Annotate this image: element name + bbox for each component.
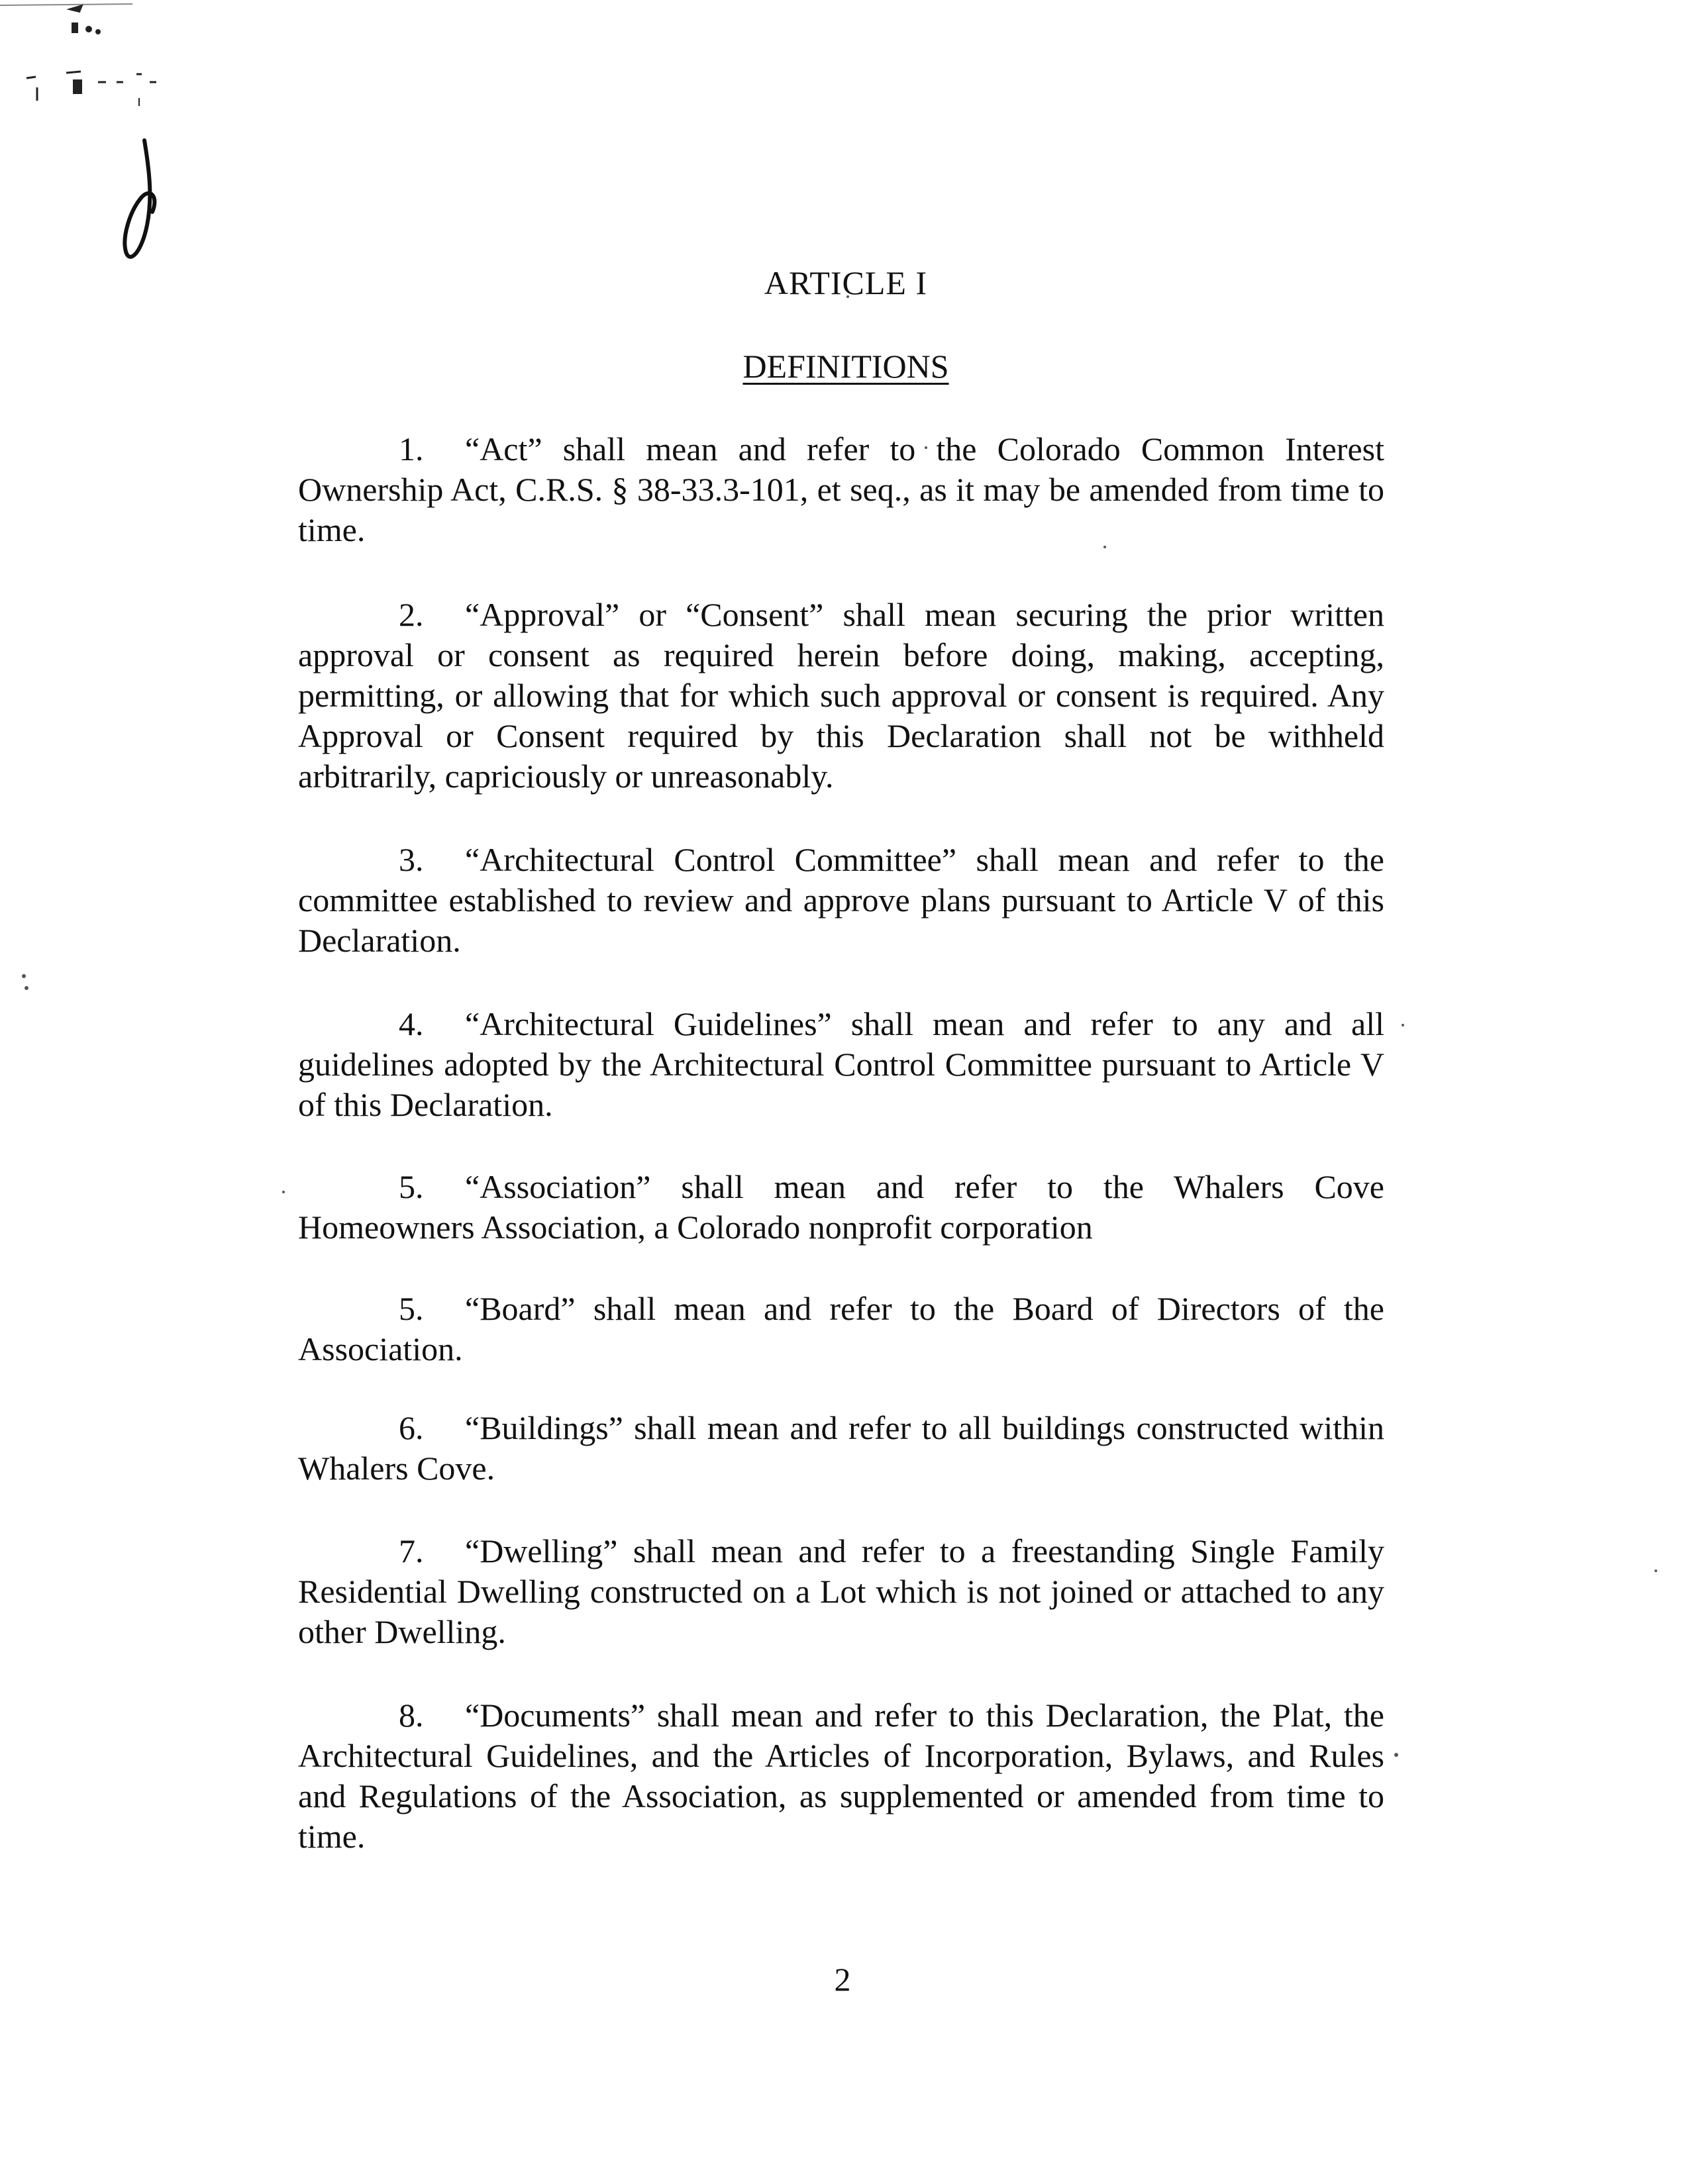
definition-item [298, 1408, 1384, 1489]
definition-item [298, 1167, 1384, 1248]
definition-text: “Dwelling” shall mean and refer to a freestanding Single Family Residential Dwelling constructed on a Lot which is not joined or attached to any other Dwelling. [298, 1532, 1384, 1650]
definition-item [298, 595, 1384, 797]
definition-number: 8. [399, 1697, 424, 1734]
definition-number: 6. [399, 1409, 424, 1446]
definition-text: “Architectural Control Committee” shall mean and refer to the committee established to review and approve plans pursuant to Article V of this Declaration. [298, 841, 1384, 959]
definition-text: “Architectural Guidelines” shall mean and refer to any and all guidelines adopted by the Architectural Control Committee pursuant to Article V of this Declaration. [298, 1005, 1384, 1123]
definition-item [298, 1289, 1384, 1369]
definition-text: “Documents” shall mean and refer to this Declaration, the Plat, the Architectural Guidelines, and the Articles of Incorporation, Bylaws, and Rules and Regulations of the Association, as supplemented or amended from time to time. [298, 1697, 1384, 1855]
definition-item [298, 1695, 1384, 1857]
page-number: 2 [834, 1961, 851, 1998]
definition-text: “Association” shall mean and refer to the Whalers Cove Homeowners Association, a Colorado nonprofit corporation [298, 1168, 1384, 1246]
definition-number: 1. [399, 430, 424, 468]
definition-text: “Approval” or “Consent” shall mean securing the prior written approval or consent as required herein before doing, making, accepting, permitting, or allowing that for which such approval or consent is required. Any Approval or Consent required by this Declaration shall not be withheld arbitrarily, capriciously or unreasonably. [298, 596, 1384, 795]
definition-number: 5. [399, 1290, 424, 1327]
definition-number: 2. [399, 596, 424, 633]
definition-number: 3. [399, 841, 424, 878]
definition-number: 5. [399, 1168, 424, 1205]
definition-number: 7. [399, 1532, 424, 1569]
definition-text: “Act” shall mean and refer to the Colorado Common Interest Ownership Act, C.R.S. § 38-33.3-101, et seq., as it may be amended from time to time. [298, 430, 1384, 548]
definition-item [298, 1531, 1384, 1652]
definition-number: 4. [399, 1005, 424, 1042]
definition-item [298, 429, 1384, 550]
article-title: ARTICLE I [764, 264, 928, 301]
definition-text: “Board” shall mean and refer to the Board of Directors of the Association. [298, 1290, 1384, 1367]
definition-item [298, 1004, 1384, 1125]
definition-item [298, 840, 1384, 961]
definition-text: “Buildings” shall mean and refer to all buildings constructed within Whalers Cove. [298, 1409, 1384, 1487]
section-title: DEFINITIONS [742, 348, 949, 385]
